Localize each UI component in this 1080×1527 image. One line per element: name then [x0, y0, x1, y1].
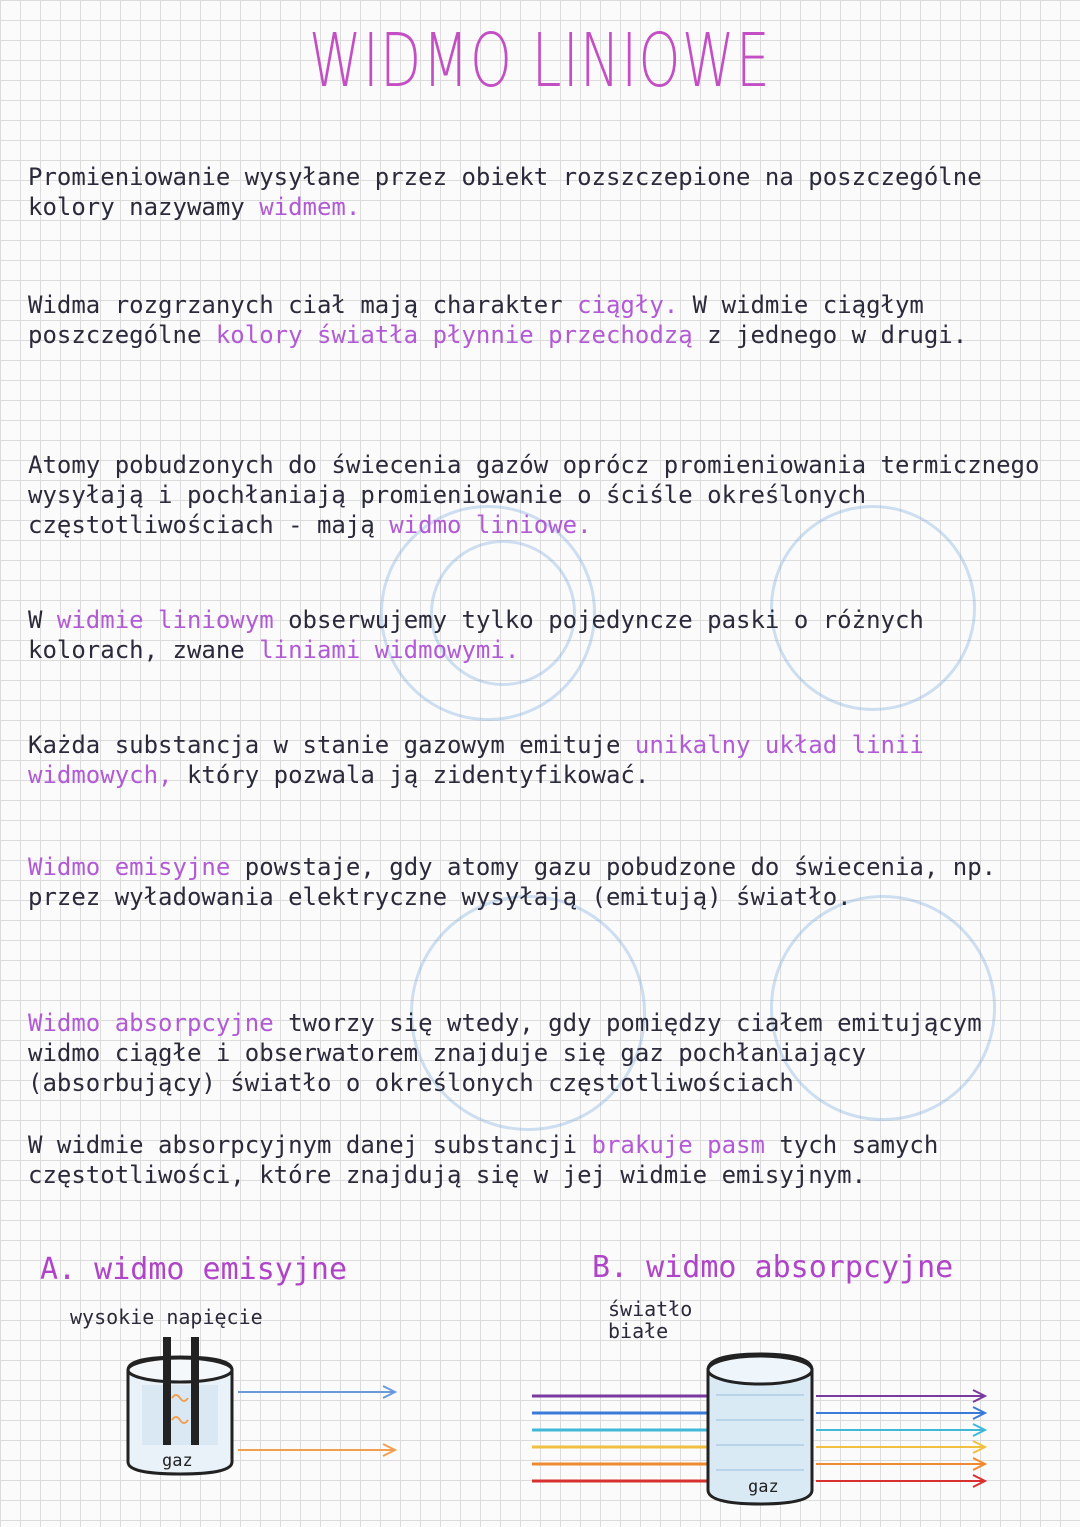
paragraph-8: W widmie absorpcyjnym danej substancji brakuje pasm tych samych częstotliwości, które znajdują się w jej widmie emisyjnym.	[28, 1131, 939, 1189]
figure-b-label: B. widmo absorpcyjne	[592, 1250, 954, 1285]
paragraph-7: Widmo absorpcyjne tworzy się wtedy, gdy pomiędzy ciałem emitującym widmo ciągłe i obserwatorem znajduje się gaz pochłaniający (absorbujący) światło o określonych częstotliwościach	[28, 1009, 982, 1097]
incoming-white-light-lines	[532, 1396, 712, 1481]
paragraph-5: Każda substancja w stanie gazowym emituje unikalny układ linii widmowych, który pozwala ją zidentyfikować.	[28, 731, 924, 789]
emission-lines	[238, 1386, 395, 1456]
paragraph-4: W widmie liniowym obserwujemy tylko pojedyncze paski o różnych kolorach, zwane liniami widmowymi.	[28, 606, 924, 664]
paragraph-1: Promieniowanie wysyłane przez obiekt rozszczepione na poszczególne kolory nazywamy widmem.	[28, 163, 982, 221]
figure-a-label: A. widmo emisyjne	[40, 1252, 348, 1287]
figure-a-gas-label: gaz	[162, 1451, 193, 1471]
figure-b-light-label: światło białe	[608, 1297, 693, 1343]
paragraph-3: Atomy pobudzonych do świecenia gazów oprócz promieniowania termicznego wysyłają i pochłaniają promieniowanie o ściśle określonych częstotliwościach - mają widmo liniowe.	[28, 451, 1040, 539]
figure-a-voltage-label: wysokie napięcie	[70, 1305, 263, 1329]
paragraph-2: Widma rozgrzanych ciał mają charakter ciągły. W widmie ciągłym poszczególne kolory światła płynnie przechodzą z jednego w drugi.	[28, 291, 968, 349]
outgoing-lines	[816, 1390, 985, 1487]
page-title: WIDMO LINIOWE	[308, 18, 772, 104]
paragraph-6: Widmo emisyjne powstaje, gdy atomy gazu pobudzone do świecenia, np. przez wyładowania elektryczne wysyłają (emitują) światło.	[28, 853, 997, 911]
figure-b-gas-label: gaz	[748, 1477, 779, 1497]
